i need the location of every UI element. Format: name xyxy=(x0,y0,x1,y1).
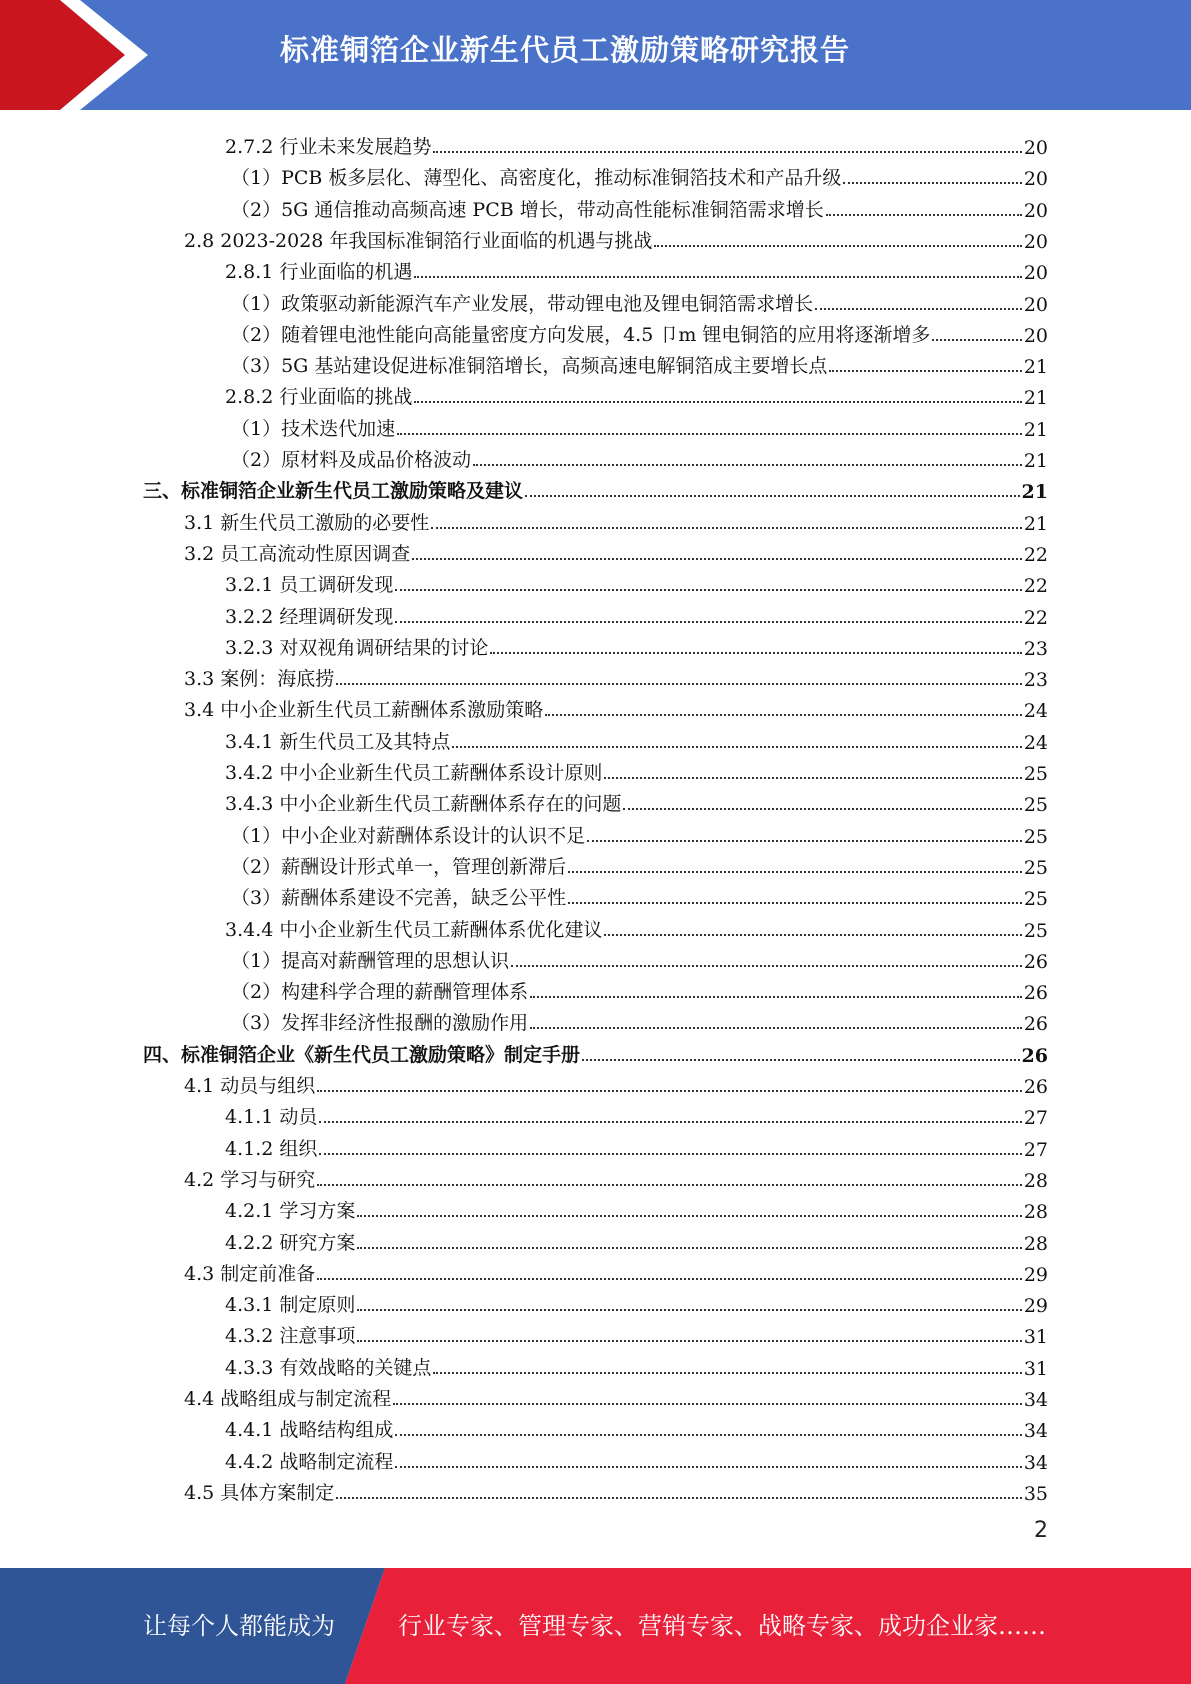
toc-entry-title: （3）发挥非经济性报酬的激励作用 xyxy=(231,1012,529,1035)
toc-leader-dots xyxy=(395,1466,1021,1468)
toc-entry-title: 3.2.3 对双视角调研结果的讨论 xyxy=(225,636,489,659)
toc-entry-title: 3.4.3 中小企业新生代员工薪酬体系存在的问题 xyxy=(225,793,622,816)
toc-leader-dots xyxy=(395,1434,1021,1436)
toc-entry-page: 34 xyxy=(1023,1420,1048,1443)
toc-entry[interactable] xyxy=(225,754,1048,785)
toc-leader-dots xyxy=(815,308,1022,310)
toc-entry-page: 26 xyxy=(1023,1013,1048,1036)
toc-leader-dots xyxy=(545,714,1022,716)
toc-leader-dots xyxy=(433,1372,1021,1374)
toc-entry[interactable] xyxy=(225,911,1048,942)
toc-entry-page: 26 xyxy=(1023,1076,1048,1098)
toc-leader-dots xyxy=(317,1184,1022,1186)
toc-entry-title: 3.4.4 中小企业新生代员工薪酬体系优化建议 xyxy=(225,918,603,941)
toc-leader-dots xyxy=(843,182,1021,184)
toc-entry-page: 35 xyxy=(1023,1482,1048,1505)
toc-leader-dots xyxy=(393,1403,1022,1405)
toc-leader-dots xyxy=(319,1153,1021,1155)
toc-entry-title: （2）原材料及成品价格波动 xyxy=(231,449,472,471)
toc-entry-page: 29 xyxy=(1023,1295,1048,1318)
toc-entry-title: 3.4.1 新生代员工及其特点 xyxy=(225,730,451,753)
toc-entry[interactable] xyxy=(231,159,1048,190)
toc-entry-page: 23 xyxy=(1023,637,1048,660)
toc-entry-title: 3.2.2 经理调研发现 xyxy=(225,605,394,628)
toc-entry-title: 2.8.2 行业面临的挑战 xyxy=(225,386,413,409)
toc-entry-page: 22 xyxy=(1023,543,1048,566)
toc-leader-dots xyxy=(452,746,1021,748)
toc-entry-page: 20 xyxy=(1023,168,1048,191)
toc-leader-dots xyxy=(336,1497,1022,1499)
toc-entry-page: 22 xyxy=(1023,606,1048,629)
toc-entry-title: 4.4.1 战略结构组成 xyxy=(225,1419,394,1442)
toc-leader-dots xyxy=(654,245,1021,247)
toc-entry-page: 26 xyxy=(1023,982,1048,1005)
toc-entry[interactable] xyxy=(184,222,1048,253)
toc-entry-page: 24 xyxy=(1023,731,1048,754)
toc-leader-dots xyxy=(604,777,1021,779)
toc-entry-title: 4.3.1 制定原则 xyxy=(225,1294,356,1317)
toc-entry-page: 21 xyxy=(1023,450,1048,472)
document-title: 标准铜箔企业新生代员工激励策略研究报告 xyxy=(280,33,851,67)
toc-entry-page: 31 xyxy=(1023,1326,1048,1349)
toc-entry-title: （1）技术迭代加速 xyxy=(231,417,396,440)
toc-entry-page: 29 xyxy=(1023,1263,1048,1286)
toc-entry[interactable] xyxy=(231,347,1048,378)
toc-leader-dots xyxy=(530,996,1022,998)
toc-leader-dots xyxy=(357,1309,1021,1311)
toc-leader-dots xyxy=(473,464,1022,466)
toc-entry[interactable] xyxy=(184,660,1048,691)
toc-entry[interactable] xyxy=(225,1098,1048,1129)
toc-entry[interactable] xyxy=(184,1255,1048,1286)
page-header xyxy=(0,0,1191,110)
toc-leader-dots xyxy=(826,214,1022,216)
toc-entry-page: 28 xyxy=(1023,1232,1048,1255)
toc-leader-dots xyxy=(395,589,1021,591)
toc-entry[interactable] xyxy=(225,1443,1048,1474)
toc-leader-dots xyxy=(317,1278,1022,1280)
toc-entry-title: 3.3 案例：海底捞 xyxy=(184,668,335,691)
toc-entry[interactable] xyxy=(184,504,1048,535)
toc-entry-page: 25 xyxy=(1023,763,1048,785)
toc-entry[interactable] xyxy=(225,566,1048,597)
toc-entry-title: 3.1 新生代员工激励的必要性 xyxy=(184,511,430,534)
toc-entry[interactable] xyxy=(184,1474,1048,1505)
toc-leader-dots xyxy=(511,965,1022,967)
toc-entry-title: 三、标准铜箔企业新生代员工激励策略及建议 xyxy=(143,480,524,503)
toc-leader-dots xyxy=(604,934,1021,936)
toc-entry[interactable] xyxy=(184,691,1048,722)
toc-entry-page: 34 xyxy=(1023,1451,1048,1474)
toc-entry[interactable] xyxy=(225,1286,1048,1317)
toc-entry-title: （2）构建科学合理的薪酬管理体系 xyxy=(231,981,529,1004)
toc-entry[interactable] xyxy=(225,128,1048,159)
toc-entry-page: 21 xyxy=(1023,512,1048,535)
toc-leader-dots xyxy=(568,871,1022,873)
toc-entry-title: 4.5 具体方案制定 xyxy=(184,1481,335,1504)
toc-entry[interactable] xyxy=(231,1004,1048,1035)
footer-slogan-left: 让每个人都能成为 xyxy=(143,1612,335,1640)
toc-entry-title: 4.3 制定前准备 xyxy=(184,1262,316,1285)
toc-leader-dots xyxy=(336,683,1022,685)
toc-entry-page: 21 xyxy=(1021,481,1048,504)
toc-entry[interactable] xyxy=(225,1317,1048,1348)
page-footer xyxy=(0,1568,1191,1684)
toc-entry-page: 26 xyxy=(1023,950,1048,973)
toc-entry[interactable] xyxy=(225,629,1048,660)
toc-leader-dots xyxy=(397,433,1022,435)
toc-entry[interactable] xyxy=(231,817,1048,848)
toc-entry-title: （2）随着锂电池性能向高能量密度方向发展，4.5 卩m 锂电铜箔的应用将逐渐增多 xyxy=(231,323,931,346)
toc-entry[interactable] xyxy=(184,535,1048,566)
toc-leader-dots xyxy=(829,370,1021,372)
toc-entry-page: 26 xyxy=(1021,1044,1048,1067)
toc-entry-page: 23 xyxy=(1023,669,1048,692)
toc-entry[interactable] xyxy=(225,253,1048,284)
toc-entry-title: （1）PCB 板多层化、薄型化、高密度化，推动标准铜箔技术和产品升级 xyxy=(231,167,842,190)
toc-entry-page: 20 xyxy=(1023,293,1048,316)
toc-entry-page: 27 xyxy=(1023,1107,1048,1130)
toc-entry-title: （1）中小企业对薪酬体系设计的认识不足 xyxy=(231,824,586,847)
toc-entry-page: 34 xyxy=(1023,1389,1048,1411)
toc-entry[interactable] xyxy=(225,1130,1048,1161)
toc-entry[interactable] xyxy=(231,879,1048,910)
toc-entry-page: 31 xyxy=(1023,1357,1048,1380)
toc-entry-page: 28 xyxy=(1023,1201,1048,1224)
toc-entry-title: 2.8.1 行业面临的机遇 xyxy=(225,261,413,284)
toc-entry-title: 3.2.1 员工调研发现 xyxy=(225,574,394,597)
page-number: 2 xyxy=(1034,1518,1048,1543)
toc-entry[interactable] xyxy=(231,848,1048,879)
toc-leader-dots xyxy=(319,1121,1021,1123)
toc-entry-page: 25 xyxy=(1023,794,1048,817)
toc-entry[interactable] xyxy=(143,472,1048,503)
toc-leader-dots xyxy=(932,339,1021,341)
toc-entry[interactable] xyxy=(225,1349,1048,1380)
toc-entry-title: 3.2 员工高流动性原因调查 xyxy=(184,542,411,565)
toc-entry-page: 27 xyxy=(1023,1138,1048,1161)
toc-leader-dots xyxy=(357,1215,1021,1217)
toc-entry-title: 3.4 中小企业新生代员工薪酬体系激励策略 xyxy=(184,699,544,722)
toc-leader-dots xyxy=(357,1247,1021,1249)
arrow-logo-icon xyxy=(0,0,160,110)
toc-entry-page: 25 xyxy=(1023,919,1048,942)
toc-entry-title: 4.2 学习与研究 xyxy=(184,1168,316,1191)
toc-entry[interactable] xyxy=(225,1224,1048,1255)
toc-entry-title: 4.2.2 研究方案 xyxy=(225,1231,356,1254)
toc-entry-page: 25 xyxy=(1023,888,1048,911)
toc-entry-title: 4.4.2 战略制定流程 xyxy=(225,1450,394,1473)
toc-entry[interactable] xyxy=(231,441,1048,472)
toc-leader-dots xyxy=(433,151,1021,153)
toc-entry-title: 四、标准铜箔企业《新生代员工激励策略》制定手册 xyxy=(143,1043,581,1066)
toc-entry-title: 2.7.2 行业未来发展趋势 xyxy=(225,136,432,158)
toc-entry-title: （3）薪酬体系建设不完善，缺乏公平性 xyxy=(231,887,567,910)
toc-entry-title: （2）5G 通信推动高频高速 PCB 增长，带动高性能标准铜箔需求增长 xyxy=(231,198,824,221)
toc-entry-title: 3.4.2 中小企业新生代员工薪酬体系设计原则 xyxy=(225,762,603,784)
toc-entry-page: 21 xyxy=(1023,387,1048,410)
toc-entry[interactable] xyxy=(231,191,1048,222)
toc-entry-page: 21 xyxy=(1023,356,1048,379)
toc-entry-title: 4.3.2 注意事项 xyxy=(225,1325,356,1348)
toc-entry[interactable] xyxy=(225,1411,1048,1442)
toc-entry-title: 4.3.3 有效战略的关键点 xyxy=(225,1356,432,1379)
toc-entry[interactable] xyxy=(225,598,1048,629)
toc-entry[interactable] xyxy=(231,942,1048,973)
toc-entry[interactable] xyxy=(231,410,1048,441)
toc-entry[interactable] xyxy=(225,1192,1048,1223)
toc-leader-dots xyxy=(412,558,1022,560)
toc-entry-page: 25 xyxy=(1023,856,1048,879)
toc-leader-dots xyxy=(623,808,1021,810)
toc-leader-dots xyxy=(568,902,1022,904)
toc-entry-title: （3）5G 基站建设促进标准铜箔增长，高频高速电解铜箔成主要增长点 xyxy=(231,355,828,378)
toc-leader-dots xyxy=(587,840,1022,842)
toc-entry-title: 4.2.1 学习方案 xyxy=(225,1200,356,1223)
toc-leader-dots xyxy=(582,1059,1020,1061)
toc-leader-dots xyxy=(395,621,1021,623)
toc-leader-dots xyxy=(431,527,1022,529)
toc-entry-title: 4.4 战略组成与制定流程 xyxy=(184,1388,392,1410)
toc-entry-title: 4.1.2 组织 xyxy=(225,1137,318,1160)
toc-entry[interactable] xyxy=(184,1161,1048,1192)
toc-entry-page: 25 xyxy=(1023,825,1048,848)
toc-entry-page: 20 xyxy=(1023,137,1048,159)
toc-leader-dots xyxy=(525,495,1020,497)
footer-slogan-right: 行业专家、管理专家、营销专家、战略专家、成功企业家…… xyxy=(398,1612,1046,1640)
toc-entry[interactable] xyxy=(225,723,1048,754)
toc-entry-title: （1）提高对薪酬管理的思想认识 xyxy=(231,949,510,972)
toc-leader-dots xyxy=(414,276,1021,278)
toc-entry-page: 28 xyxy=(1023,1169,1048,1192)
toc-entry[interactable] xyxy=(184,1067,1048,1098)
toc-entry-title: （1）政策驱动新能源汽车产业发展，带动锂电池及锂电铜箔需求增长 xyxy=(231,292,814,315)
toc-entry[interactable] xyxy=(231,285,1048,316)
toc-entry[interactable] xyxy=(143,1036,1048,1067)
toc-leader-dots xyxy=(357,1340,1021,1342)
toc-leader-dots xyxy=(317,1090,1022,1092)
toc-entry-page: 20 xyxy=(1023,324,1048,347)
toc-entry-title: 4.1 动员与组织 xyxy=(184,1075,316,1097)
toc-entry-page: 22 xyxy=(1023,575,1048,598)
toc-entry-title: （2）薪酬设计形式单一，管理创新滞后 xyxy=(231,855,567,878)
toc-entry[interactable] xyxy=(231,973,1048,1004)
toc-entry-page: 20 xyxy=(1023,230,1048,253)
toc-entry[interactable] xyxy=(225,785,1048,816)
toc-entry-page: 21 xyxy=(1023,418,1048,441)
toc-entry[interactable] xyxy=(225,378,1048,409)
toc-entry-page: 20 xyxy=(1023,199,1048,222)
toc-entry-page: 24 xyxy=(1023,700,1048,723)
toc-entry-title: 2.8 2023-2028 年我国标准铜箔行业面临的机遇与挑战 xyxy=(184,229,653,252)
toc-entry-page: 20 xyxy=(1023,262,1048,285)
toc-entry[interactable] xyxy=(231,316,1048,347)
toc-leader-dots xyxy=(414,401,1021,403)
toc-leader-dots xyxy=(490,652,1021,654)
toc-entry-title: 4.1.1 动员 xyxy=(225,1106,318,1129)
logo-red-shape xyxy=(0,0,125,110)
toc-leader-dots xyxy=(530,1027,1022,1029)
toc-entry[interactable] xyxy=(184,1380,1048,1411)
